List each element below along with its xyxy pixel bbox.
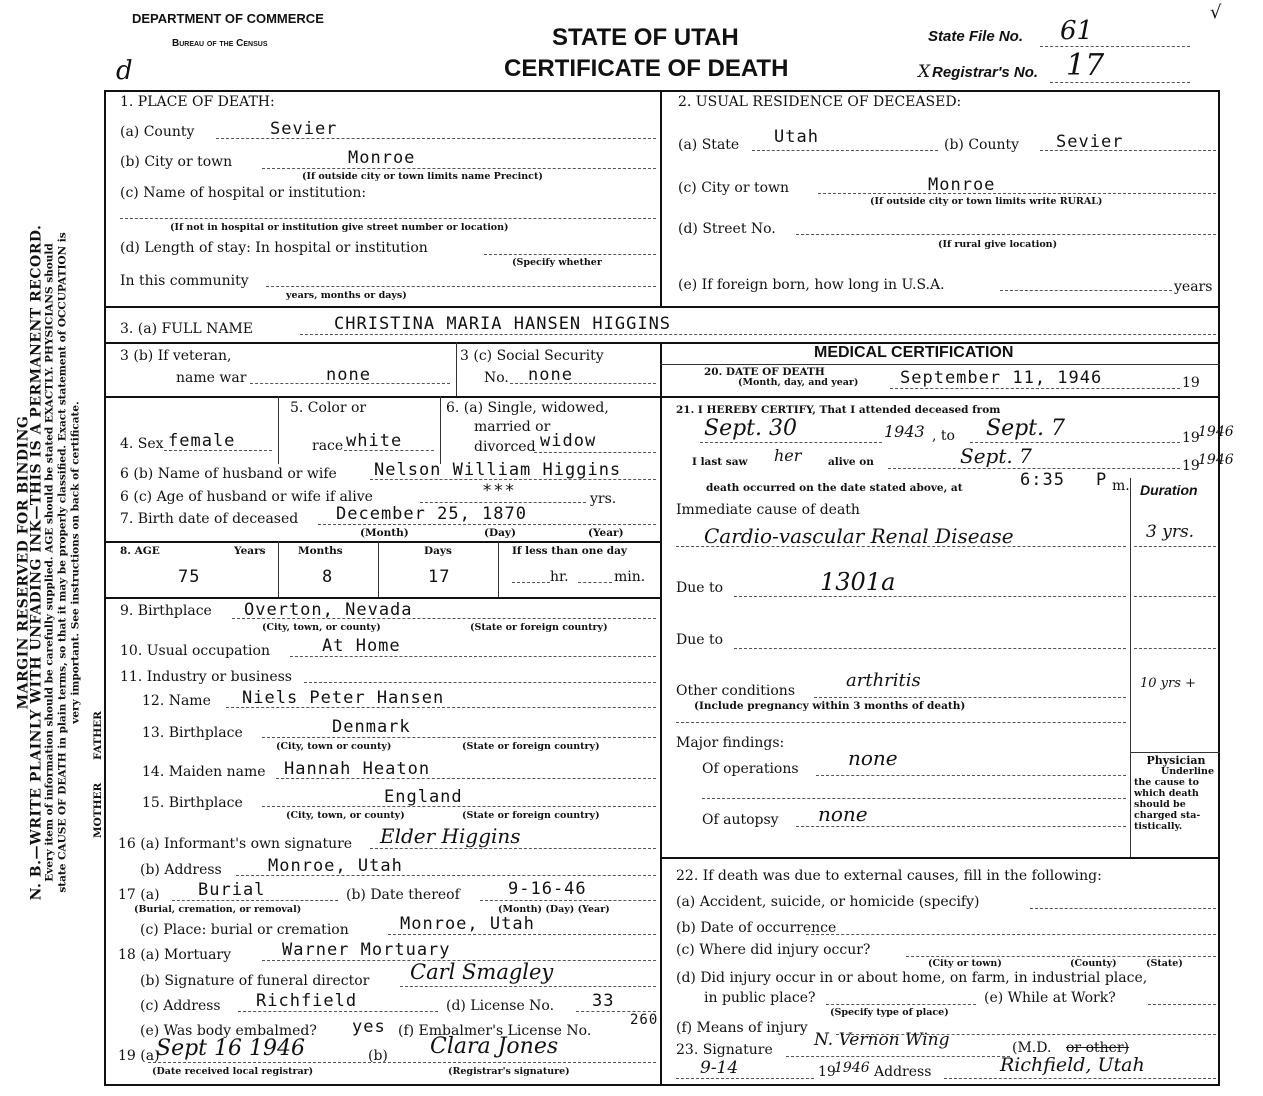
social-security-no-label: No. bbox=[484, 370, 509, 386]
informant-signature-label: 16 (a) Informant's own signature bbox=[118, 836, 353, 852]
attended-to-value: Sept. 7 bbox=[986, 416, 1065, 441]
death-city-note: (If outside city or town limits name Precinct) bbox=[302, 171, 543, 182]
mother-name-value: Hannah Heaton bbox=[284, 759, 431, 779]
medical-certification-heading: MEDICAL CERTIFICATION bbox=[814, 344, 1014, 361]
date-of-death-label: 20. DATE OF DEATH bbox=[704, 366, 825, 378]
bureau-label: Bureau of the Census bbox=[172, 38, 268, 49]
place-of-death-heading: 1. PLACE OF DEATH: bbox=[120, 94, 275, 110]
informant-address-value: Monroe, Utah bbox=[268, 856, 403, 876]
margin-ink-note: N. B.—WRITE PLAINLY WITH UNFADING INK—THIS IS A PERMANENT RECORD. bbox=[28, 224, 45, 901]
occupation-label: 10. Usual occupation bbox=[120, 643, 270, 659]
mortuary-value: Warner Mortuary bbox=[282, 940, 451, 960]
state-file-label: State File No. bbox=[928, 28, 1024, 45]
spouse-age-label: 6 (c) Age of husband or wife if alive bbox=[120, 489, 373, 505]
physician-address-label: Address bbox=[874, 1064, 932, 1080]
residence-county-value: Sevier bbox=[1056, 132, 1124, 152]
spouse-age-yrs: yrs. bbox=[590, 491, 617, 507]
physician-box-line-6: tistically. bbox=[1134, 821, 1183, 832]
funeral-director-signature: Carl Smagley bbox=[410, 960, 554, 984]
injury-place-note: (Specify type of place) bbox=[830, 1007, 949, 1018]
father-bp-note-state: (State or foreign country) bbox=[462, 741, 600, 752]
residence-city-label: (c) City or town bbox=[678, 180, 790, 196]
where-injury-note-county: (County) bbox=[1070, 958, 1117, 969]
father-name-label: 12. Name bbox=[142, 693, 211, 709]
burial-note: (Burial, cremation, or removal) bbox=[134, 904, 302, 915]
burial-value: Burial bbox=[198, 880, 266, 900]
immediate-cause-duration: 3 yrs. bbox=[1146, 522, 1195, 542]
hospital-label: (c) Name of hospital or institution: bbox=[120, 185, 367, 201]
physician-instructions-box bbox=[1134, 755, 1218, 832]
father-birthplace-label: 13. Birthplace bbox=[142, 725, 243, 741]
registrar-signature: Clara Jones bbox=[430, 1034, 559, 1059]
street-label: (d) Street No. bbox=[678, 221, 776, 237]
age-days-value: 17 bbox=[428, 567, 451, 587]
community-note: years, months or days) bbox=[286, 290, 407, 301]
mortuary-address-label: (c) Address bbox=[140, 998, 221, 1014]
physician-date-year: 1946 bbox=[834, 1060, 870, 1076]
spouse-label: 6 (b) Name of husband or wife bbox=[120, 466, 337, 482]
accident-label: (a) Accident, suicide, or homicide (specify) bbox=[676, 894, 980, 910]
full-name-label: 3. (a) FULL NAME bbox=[120, 321, 253, 337]
license-value: 33 bbox=[592, 991, 615, 1011]
of-operations-value: none bbox=[848, 746, 898, 770]
certificate-title: CERTIFICATE OF DEATH bbox=[504, 55, 789, 82]
age-years-label: Years bbox=[234, 545, 266, 557]
registrar-date-label: 19 (a) bbox=[118, 1048, 160, 1064]
death-time-value: 6:35 bbox=[1020, 470, 1065, 490]
license-label: (d) License No. bbox=[446, 998, 555, 1014]
burial-label: 17 (a) bbox=[118, 887, 160, 903]
veteran-war-value: none bbox=[326, 365, 371, 385]
mother-bp-note-state: (State or foreign country) bbox=[462, 810, 600, 821]
residence-state-value: Utah bbox=[774, 127, 819, 147]
margin-binding-note: MARGIN RESERVED FOR BINDING bbox=[15, 415, 32, 710]
age-years-value: 75 bbox=[178, 567, 201, 587]
death-time-pm: P bbox=[1096, 470, 1108, 490]
residence-heading: 2. USUAL RESIDENCE OF DECEASED: bbox=[678, 94, 962, 110]
spouse-value: Nelson William Higgins bbox=[374, 460, 622, 480]
residence-state-label: (a) State bbox=[678, 137, 740, 153]
embalmer-license-label: (f) Embalmer's License No. bbox=[398, 1023, 592, 1039]
alive-on-label: alive on bbox=[828, 456, 874, 468]
margin-instruction-3: very important. See instructions on back of certificate. bbox=[69, 401, 82, 724]
duration-label: Duration bbox=[1140, 482, 1198, 498]
mother-name-label: 14. Maiden name bbox=[142, 764, 266, 780]
attended-from-year: 1943 bbox=[884, 422, 925, 441]
due-to-1-label: Due to bbox=[676, 580, 724, 596]
embalmer-license-value: 260 bbox=[630, 1012, 659, 1028]
mother-birthplace-label: 15. Birthplace bbox=[142, 795, 243, 811]
street-note: (If rural give location) bbox=[938, 239, 1058, 250]
foreign-born-label: (e) If foreign born, how long in U.S.A. bbox=[678, 277, 945, 293]
alive-on-year: 1946 bbox=[1198, 452, 1234, 468]
father-bp-note-city: (City, town or county) bbox=[276, 741, 392, 752]
community-label: In this community bbox=[120, 273, 249, 289]
burial-date-value: 9-16-46 bbox=[508, 879, 587, 899]
registrar-label: Registrar's No. bbox=[932, 64, 1039, 81]
age-days-label: Days bbox=[424, 545, 452, 557]
embalmed-label: (e) Was body embalmed? bbox=[140, 1023, 317, 1039]
physician-address-value: Richfield, Utah bbox=[1000, 1054, 1145, 1076]
length-of-stay-label: (d) Length of stay: In hospital or institution bbox=[120, 240, 428, 256]
age-label: 8. AGE bbox=[120, 545, 160, 557]
registrar-sig-note: (Registrar's signature) bbox=[448, 1066, 570, 1077]
attended-to-label: , to bbox=[932, 428, 955, 444]
margin-instructions bbox=[15, 133, 83, 993]
state-title: STATE OF UTAH bbox=[552, 24, 739, 51]
date-of-occurrence-label: (b) Date of occurrence bbox=[676, 920, 837, 936]
md-label: (M.D. bbox=[1012, 1040, 1052, 1056]
where-injury-label: (c) Where did injury occur? bbox=[676, 942, 871, 958]
birth-date-value: December 25, 1870 bbox=[336, 504, 527, 524]
physician-box-line-3: which death bbox=[1134, 788, 1199, 799]
physician-box-line-1: Underline bbox=[1160, 766, 1214, 777]
birthplace-note-state: (State or foreign country) bbox=[470, 622, 608, 633]
birth-date-label: 7. Birth date of deceased bbox=[120, 511, 299, 527]
age-less-label: If less than one day bbox=[512, 545, 628, 557]
death-county-value: Sevier bbox=[270, 119, 338, 139]
last-saw-label: I last saw bbox=[692, 456, 748, 468]
full-name-value: CHRISTINA MARIA HANSEN HIGGINS bbox=[334, 314, 672, 334]
alive-on-19: 19 bbox=[1182, 458, 1200, 474]
margin-handwritten-mark: d bbox=[116, 56, 133, 86]
residence-city-value: Monroe bbox=[928, 175, 996, 195]
while-at-work-label: (e) While at Work? bbox=[984, 990, 1116, 1006]
attended-to-year: 1946 bbox=[1198, 424, 1234, 440]
of-autopsy-label: Of autopsy bbox=[702, 812, 779, 828]
specify-note: (Specify whether bbox=[512, 257, 602, 268]
date-of-death-sublabel: (Month, day, and year) bbox=[738, 377, 859, 388]
marital-label-3: divorced bbox=[474, 439, 536, 455]
other-conditions-note: (Include pregnancy within 3 months of death) bbox=[694, 700, 966, 712]
age-min-label: min. bbox=[614, 569, 646, 585]
age-months-label: Months bbox=[298, 545, 343, 557]
alive-on-value: Sept. 7 bbox=[960, 444, 1032, 468]
birthplace-note-city: (City, town, or county) bbox=[262, 622, 381, 633]
mortuary-address-value: Richfield bbox=[256, 991, 358, 1011]
physician-box-line-2: the cause to bbox=[1134, 777, 1199, 788]
marital-label-2: married or bbox=[474, 419, 551, 435]
informant-signature: Elder Higgins bbox=[380, 824, 521, 848]
of-autopsy-value: none bbox=[818, 802, 868, 826]
birth-day-note: (Day) bbox=[484, 527, 516, 539]
embalmed-value: yes bbox=[352, 1017, 386, 1037]
injury-place-label-1: (d) Did injury occur in or about home, on farm, in industrial place, bbox=[676, 970, 1148, 986]
where-injury-note-state: (State) bbox=[1146, 958, 1183, 969]
birth-year-note: (Year) bbox=[588, 527, 624, 539]
death-county-label: (a) County bbox=[120, 124, 195, 140]
margin-instruction-1: Every item of information should be carefully supplied. AGE should be stated EXACTLY. PHYSICIANS should bbox=[43, 243, 56, 882]
sex-value: female bbox=[168, 431, 236, 451]
race-label: race bbox=[312, 438, 344, 454]
sex-label: 4. Sex bbox=[120, 436, 164, 452]
last-saw-who: her bbox=[774, 446, 802, 465]
registrar-value: 17 bbox=[1066, 48, 1105, 83]
veteran-war-label: name war bbox=[176, 370, 247, 386]
external-causes-heading: 22. If death was due to external causes, fill in the following: bbox=[676, 868, 1102, 884]
other-conditions-value: arthritis bbox=[846, 670, 921, 691]
death-time-m: m. bbox=[1112, 478, 1130, 494]
social-security-label: 3 (c) Social Security bbox=[460, 348, 604, 364]
marital-value: widow bbox=[540, 431, 597, 451]
father-tag: FATHER bbox=[92, 711, 104, 760]
means-of-injury-label: (f) Means of injury bbox=[676, 1020, 808, 1036]
veteran-label: 3 (b) If veteran, bbox=[120, 348, 232, 364]
registrar-mark: X bbox=[918, 62, 931, 82]
residence-city-note: (If outside city or town limits write RURAL) bbox=[870, 196, 1103, 207]
marital-label-1: 6. (a) Single, widowed, bbox=[446, 400, 609, 416]
physician-signature-label: 23. Signature bbox=[676, 1042, 773, 1058]
foreign-years-label: years bbox=[1174, 279, 1213, 295]
death-city-label: (b) City or town bbox=[120, 154, 233, 170]
state-file-value: 61 bbox=[1060, 16, 1094, 46]
hospital-note: (If not in hospital or institution give street number or location) bbox=[170, 222, 509, 233]
race-value: white bbox=[346, 431, 403, 451]
due-to-2-label: Due to bbox=[676, 632, 724, 648]
funeral-director-label: (b) Signature of funeral director bbox=[140, 973, 370, 989]
date-of-death-value: September 11, 1946 bbox=[900, 368, 1103, 388]
or-other-label: or other) bbox=[1066, 1040, 1130, 1056]
birth-month-note: (Month) bbox=[360, 527, 409, 539]
due-to-1-value: 1301a bbox=[820, 568, 896, 596]
physician-signature: N. Vernon Wing bbox=[814, 1030, 950, 1050]
death-city-value: Monroe bbox=[348, 148, 416, 168]
age-months-value: 8 bbox=[322, 567, 334, 587]
mother-birthplace-value: England bbox=[384, 787, 463, 807]
certify-label: 21. I HEREBY CERTIFY, That I attended deceased from bbox=[676, 404, 1001, 416]
physician-date-19: 19 bbox=[818, 1064, 836, 1080]
attended-from-value: Sept. 30 bbox=[704, 416, 797, 441]
attended-to-19: 19 bbox=[1182, 430, 1200, 446]
death-occurred-label: death occurred on the date stated above, at bbox=[706, 482, 963, 494]
physician-box-line-4: should be bbox=[1134, 799, 1186, 810]
birthplace-label: 9. Birthplace bbox=[120, 603, 212, 619]
other-conditions-label: Other conditions bbox=[676, 683, 796, 699]
other-conditions-duration: 10 yrs + bbox=[1140, 676, 1196, 691]
registrar-sig-label: (b) bbox=[368, 1048, 388, 1064]
where-injury-note-city: (City or town) bbox=[928, 958, 1002, 969]
department-label: DEPARTMENT OF COMMERCE bbox=[132, 11, 324, 26]
injury-place-label-2: in public place? bbox=[704, 990, 816, 1006]
mother-bp-note-city: (City, town, or county) bbox=[286, 810, 405, 821]
occupation-value: At Home bbox=[322, 636, 401, 656]
father-birthplace-value: Denmark bbox=[332, 717, 411, 737]
margin-instruction-2: state CAUSE OF DEATH in plain terms, so that it may be properly classified. Exact statement of OCCUPATION is bbox=[56, 232, 69, 893]
immediate-cause-value: Cardio-vascular Renal Disease bbox=[704, 524, 1014, 548]
burial-date-label: (b) Date thereof bbox=[346, 887, 460, 903]
registrar-date-note: (Date received local registrar) bbox=[152, 1066, 314, 1077]
burial-date-note: (Month) (Day) (Year) bbox=[498, 904, 610, 915]
social-security-value: none bbox=[528, 365, 573, 385]
physician-box-line-5: charged sta- bbox=[1134, 810, 1201, 821]
date-of-death-19: 19 bbox=[1182, 375, 1200, 391]
major-findings-label: Major findings: bbox=[676, 735, 785, 751]
physician-date-value: 9-14 bbox=[700, 1058, 739, 1078]
mother-tag: MOTHER bbox=[92, 782, 104, 838]
corner-check-mark: √ bbox=[1210, 2, 1222, 23]
burial-place-value: Monroe, Utah bbox=[400, 914, 535, 934]
spouse-age-value: *** bbox=[482, 481, 516, 501]
birthplace-value: Overton, Nevada bbox=[244, 600, 413, 620]
burial-place-label: (c) Place: burial or cremation bbox=[140, 922, 349, 938]
registrar-date-value: Sept 16 1946 bbox=[156, 1036, 305, 1061]
immediate-cause-label: Immediate cause of death bbox=[676, 502, 860, 518]
father-name-value: Niels Peter Hansen bbox=[242, 688, 445, 708]
mortuary-label: 18 (a) Mortuary bbox=[118, 947, 232, 963]
of-operations-label: Of operations bbox=[702, 761, 799, 777]
informant-address-label: (b) Address bbox=[140, 862, 222, 878]
age-hr-label: hr. bbox=[550, 569, 569, 585]
color-label: 5. Color or bbox=[290, 400, 367, 416]
industry-label: 11. Industry or business bbox=[120, 669, 292, 685]
physician-box-title: Physician bbox=[1146, 754, 1206, 767]
residence-county-label: (b) County bbox=[944, 137, 1020, 153]
